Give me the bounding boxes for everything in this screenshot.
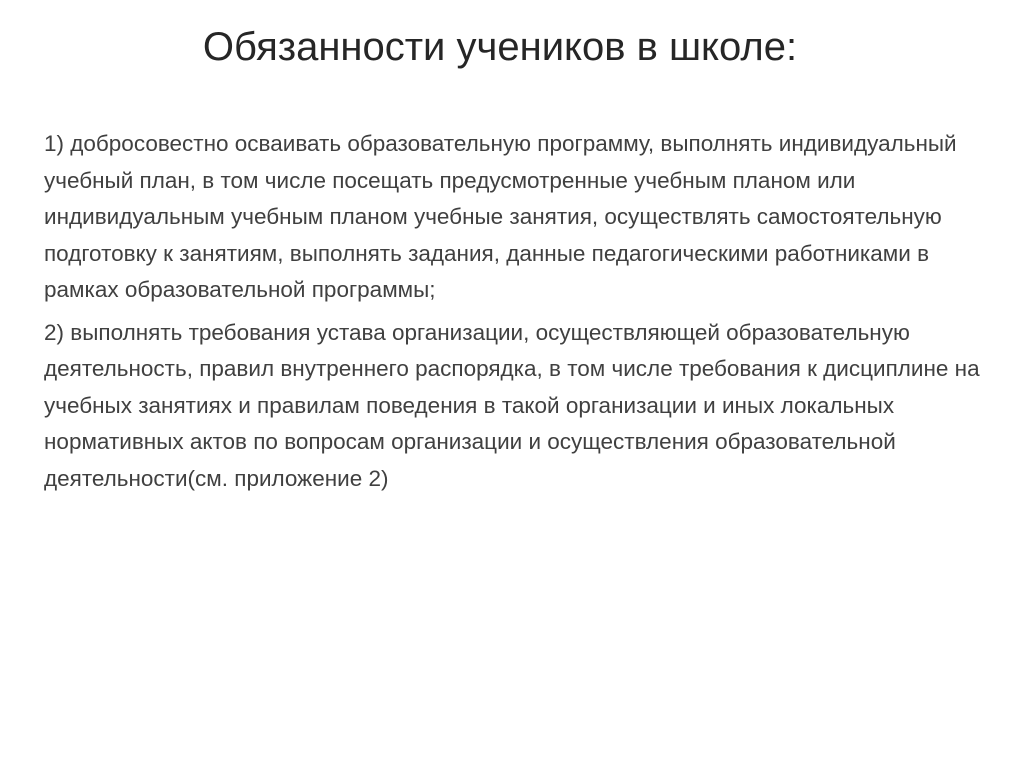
slide-body <box>44 126 984 503</box>
slide-title: Обязанности учеников в школе: <box>202 25 798 69</box>
duty-item-2: 2) выполнять требования устава организации, осуществляющей образовательную деятельность, правил внутреннего распорядка, в том числе требования к дисциплине на учебных занятиях и правилам поведения в такой организации и иных локальных нормативных актов по вопросам организации и осуществления образовательной деятельности(см. приложение 2) <box>44 319 980 491</box>
duty-item-1: 1) добросовестно осваивать образовательную программу, выполнять индивидуальный учебный план, в том числе посещать предусмотренные учебным планом или индивидуальным учебным планом учебные занятия, осуществлять самостоятельную подготовку к занятиям, выполнять задания, данные педагогическими работниками в рамках образовательной программы; <box>44 131 957 302</box>
